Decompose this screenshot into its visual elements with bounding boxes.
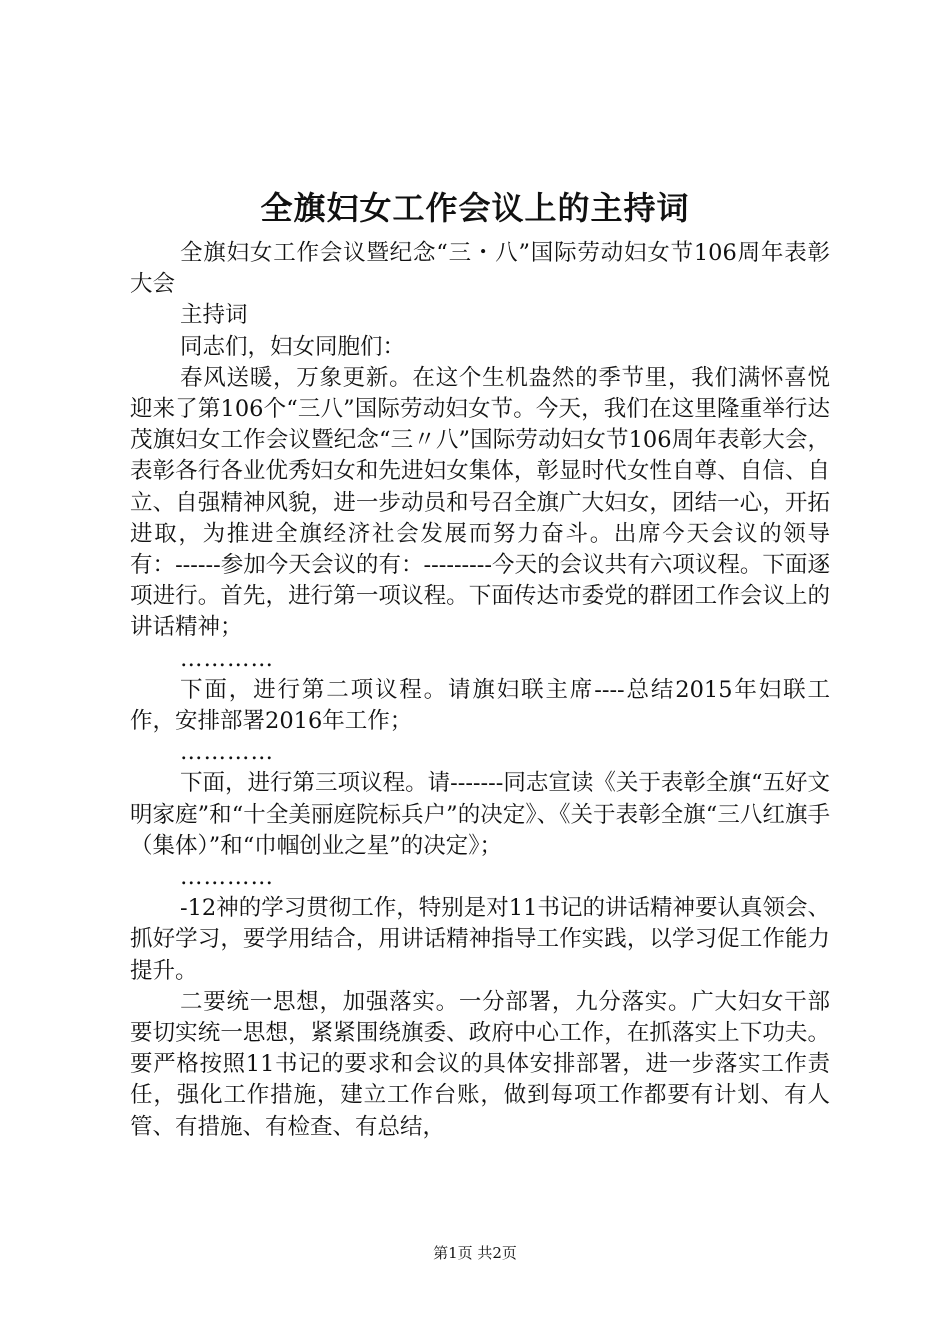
paragraph-greeting: 同志们，妇女同胞们： <box>180 333 406 360</box>
paragraph-agenda-two: 下面，进行第二项议程。请旗妇联主席----总结2015年妇联工作，安排部署2016年工作； <box>130 676 830 735</box>
paragraph-opening: 春风送暖，万象更新。在这个生机盎然的季节里，我们满怀喜悦迎来了第106个“三八”国际劳动妇女节。今天，我们在这里隆重举行达茂旗妇女工作会议暨纪念“三〃八”国际劳动妇女节106周年表彰大会，表彰各行各业优秀妇女和先进妇女集体，彰显时代女性自尊、自信、自立、自强精神风貌，进一步动员和号召全旗广大妇女，团结一心，开拓进取，为推进全旗经济社会发展而努力奋斗。出席今天会议的领导有：------参加今天会议的有：---------今天的会议共有六项议程。下面逐项进行。首先，进行第一项议程。下面传达市委党的群团工作会议上的讲话精神； <box>130 364 830 641</box>
document-body <box>130 238 830 1143</box>
paragraph-ellipsis: ………… <box>180 864 274 891</box>
document-title: 全旗妇女工作会议上的主持词 <box>260 189 690 227</box>
paragraph-implementation: 二要统一思想，加强落实。一分部署，九分落实。广大妇女干部要切实统一思想，紧紧围绕旗委、政府中心工作，在抓落实上下功夫。要严格按照11书记的要求和会议的具体安排部署，进一步落实工作责任，强化工作措施，建立工作台账，做到每项工作都要有计划、有人管、有措施、有检查、有总结， <box>130 988 830 1140</box>
paragraph-meeting-name: 全旗妇女工作会议暨纪念“三・八”国际劳动妇女节106周年表彰大会 <box>130 240 830 298</box>
paragraph-ellipsis: ………… <box>180 645 274 672</box>
paragraph-agenda-three: 下面，进行第三项议程。请-------同志宣读《关于表彰全旗“五好文明家庭”和“十全美丽庭院标兵户”的决定》、《关于表彰全旗“三八红旗手（集体）”和“巾帼创业之星”的决定》； <box>130 770 830 859</box>
paragraph-ellipsis: ………… <box>180 739 274 766</box>
paragraph-subtitle: 主持词 <box>180 302 248 329</box>
paragraph-study: -12神的学习贯彻工作，特别是对11书记的讲话精神要认真领会、抓好学习，要学用结合，用讲话精神指导工作实践，以学习促工作能力提升。 <box>130 895 830 984</box>
page-number-footer: 第1页 共2页 <box>433 1244 517 1262</box>
